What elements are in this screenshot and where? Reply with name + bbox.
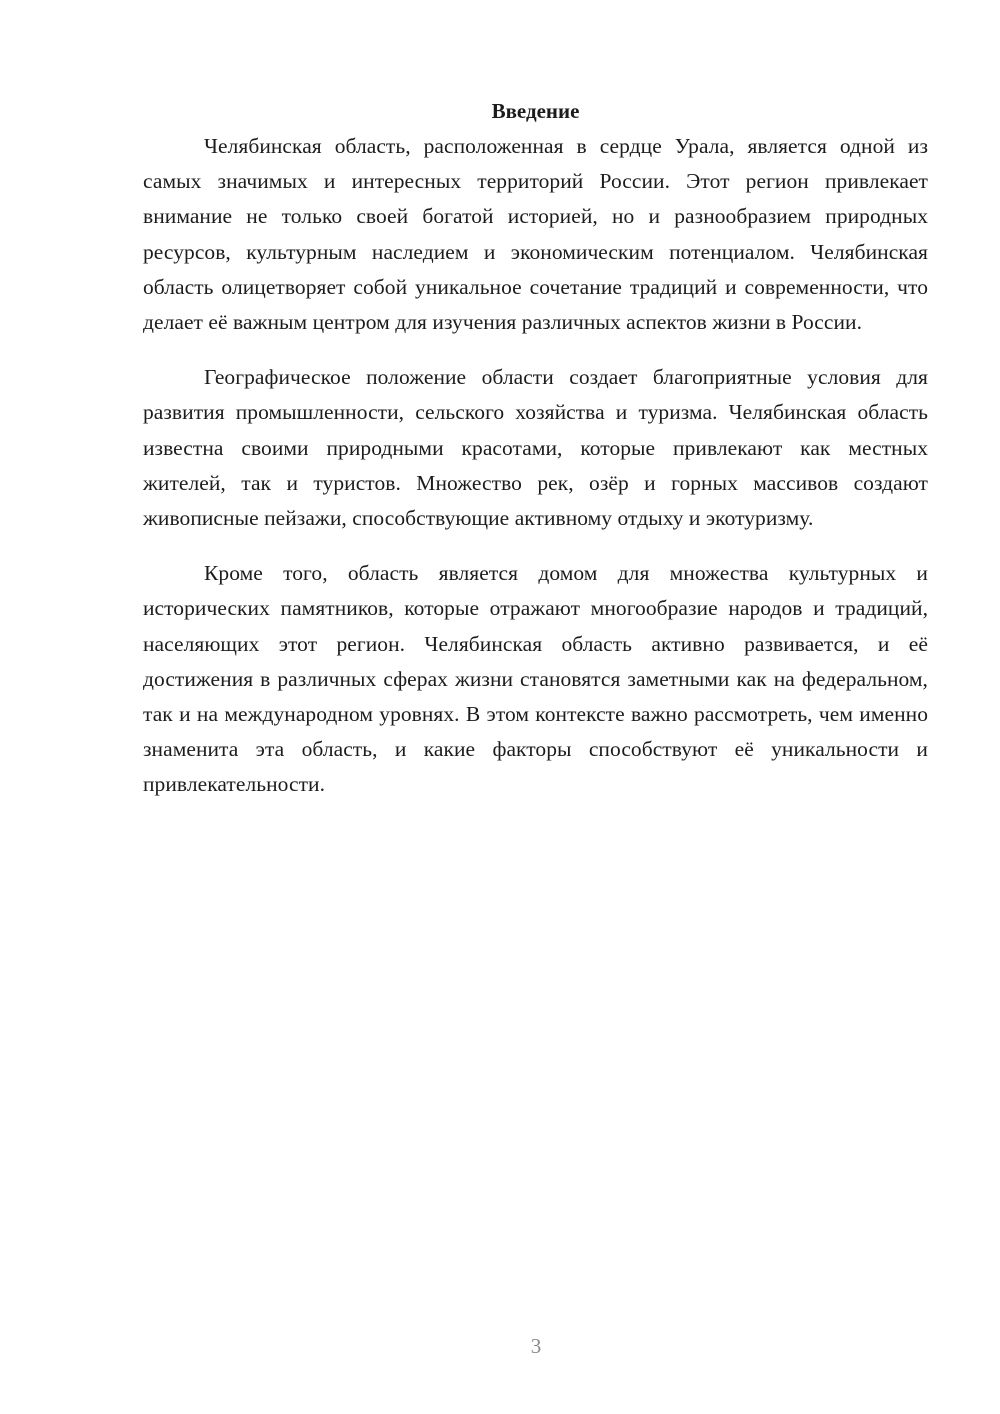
section-heading: Введение [491, 99, 580, 123]
paragraph-3: Кроме того, область является домом для множества культурных и исторических памятников, которые отражают многообразие народов и традиций, населяющих этот регион. Челябинская область активно развивается, и её достижения в различных сферах жизни становятся заметными как на федеральном, так и на международном уровнях. В этом контексте важно рассмотреть, чем именно знаменита эта область, и какие факторы способствуют её уникальности и привлекательности. [143, 561, 928, 797]
page-content [143, 94, 928, 823]
paragraph-1: Челябинская область, расположенная в сердце Урала, является одной из самых значимых и интересных территорий России. Этот регион привлекает внимание не только своей богатой историей, но и разнообразием природных ресурсов, культурным наследием и экономическим потенциалом. Челябинская область олицетворяет собой уникальное сочетание традиций и современности, что делает её важным центром для изучения различных аспектов жизни в России. [143, 134, 928, 335]
paragraph-2: Географическое положение области создает благоприятные условия для развития промышленности, сельского хозяйства и туризма. Челябинская область известна своими природными красотами, которые привлекают как местных жителей, так и туристов. Множество рек, озёр и горных массивов создают живописные пейзажи, способствующие активному отдыху и экотуризму. [143, 365, 928, 531]
page-number: 3 [530, 1334, 542, 1358]
